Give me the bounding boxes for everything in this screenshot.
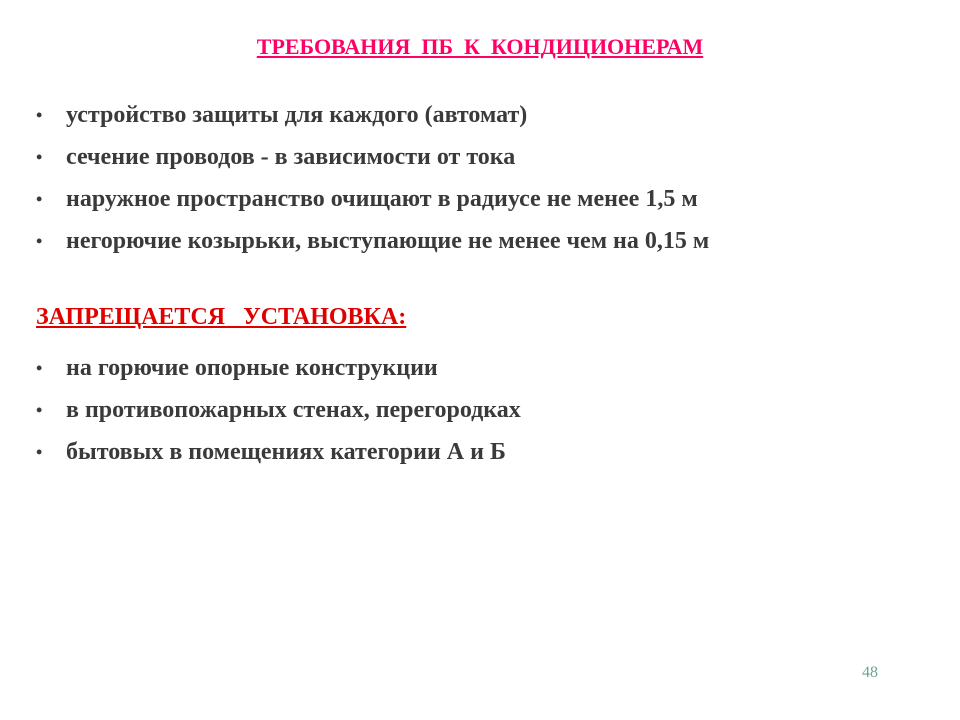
bullet-icon: • — [36, 442, 43, 462]
page-number: 48 — [862, 664, 878, 681]
list-item-text: сечение проводов - в зависимости от тока — [66, 144, 516, 170]
list-item-text: бытовых в помещениях категории А и Б — [66, 439, 506, 465]
bullet-icon: • — [36, 231, 43, 251]
list-item — [36, 94, 709, 136]
list-item — [36, 389, 521, 431]
requirements-list — [36, 94, 709, 262]
list-item — [36, 178, 709, 220]
list-item — [36, 431, 521, 473]
list-item-text: негорючие козырьки, выступающие не менее чем на 0,15 м — [66, 228, 710, 254]
list-item — [36, 220, 709, 262]
bullet-icon: • — [36, 147, 43, 167]
bullet-icon: • — [36, 400, 43, 420]
list-item-text: на горючие опорные конструкции — [66, 355, 438, 381]
list-item-text: в противопожарных стенах, перегородках — [66, 397, 521, 423]
prohibited-heading: ЗАПРЕЩАЕТСЯ УСТАНОВКА: — [36, 304, 407, 330]
list-item-text: наружное пространство очищают в радиусе не менее 1,5 м — [66, 186, 698, 212]
bullet-icon: • — [36, 358, 43, 378]
bullet-icon: • — [36, 189, 43, 209]
prohibited-list — [36, 347, 521, 473]
list-item-text: устройство защиты для каждого (автомат) — [66, 102, 528, 128]
slide-title: ТРЕБОВАНИЯ ПБ К КОНДИЦИОНЕРАМ — [256, 34, 704, 59]
list-item — [36, 136, 709, 178]
bullet-icon: • — [36, 105, 43, 125]
list-item — [36, 347, 521, 389]
